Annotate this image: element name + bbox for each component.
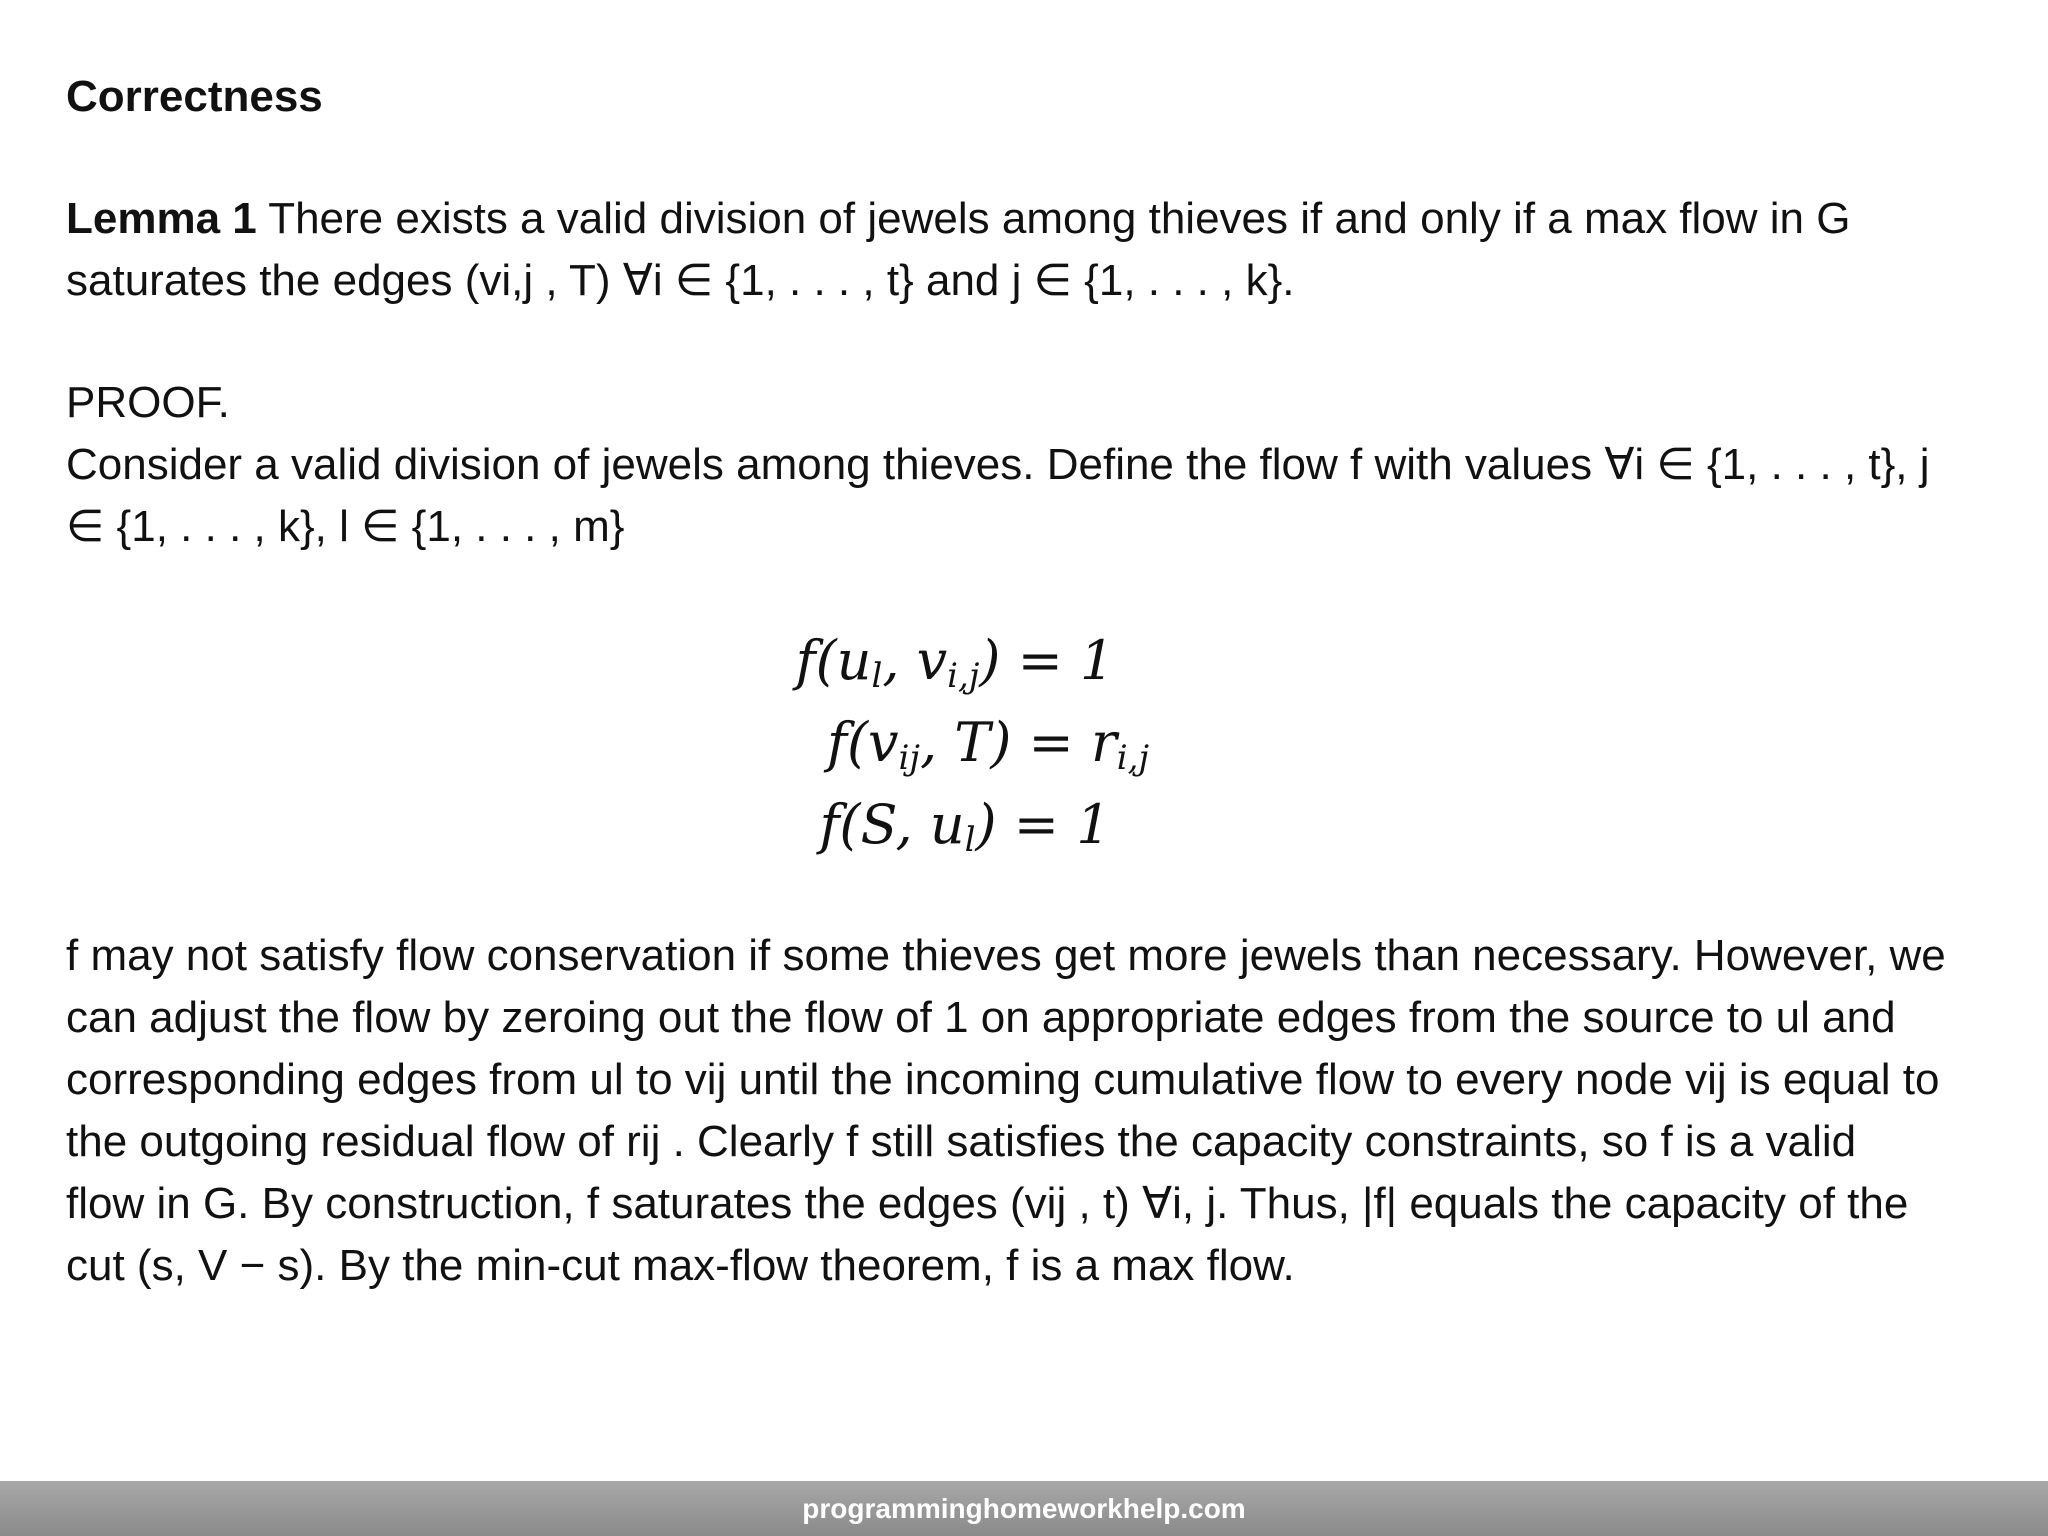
proof-label: PROOF. xyxy=(66,378,230,427)
lemma-label: Lemma 1 xyxy=(66,194,257,243)
equation-subscript: l xyxy=(871,656,883,696)
equation-subscript: i,j xyxy=(947,656,980,696)
equation-part: ) = 1 xyxy=(979,629,1115,692)
equation-subscript: l xyxy=(964,820,976,860)
equation-part: , v xyxy=(882,629,948,692)
footer-bar xyxy=(0,1481,2048,1536)
equation-part: f(u xyxy=(795,629,872,692)
conclusion-paragraph: f may not satisfy flow conservation if some thieves get more jewels than necessary. However, we can adjust the flow by zeroing out the flow of 1 on appropriate edges from the source to ul and corresponding edges from ul to vij until the incoming cumulative flow to every node vij is equal to the outgoing residual flow of rij . Clearly f still satisfies the capacity constraints, so f is a valid flow in G. By construction, f saturates the edges (vij , t) ∀i, j. Thus, |f| equals the capacity of the cut (s, V − s). By the min-cut max-flow theorem, f is a max flow. xyxy=(66,931,1946,1290)
equation-subscript: ij xyxy=(898,738,920,778)
equation-part: f(S, u xyxy=(819,793,965,856)
lemma-text: There exists a valid division of jewels among thieves if and only if a max flow in G saturates the edges (vi,j , T) ∀i ∈ {1, . . . , t} and j ∈ {1, . . . , k}. xyxy=(66,194,1851,305)
lemma-paragraph xyxy=(66,188,1946,312)
equation-part: f(v xyxy=(826,711,899,774)
proof-intro: Consider a valid division of jewels among thieves. Define the flow f with values ∀i ∈ {1, . . . , t}, j ∈ {1, . . . , k}, l ∈ {1, . . . , m} xyxy=(66,440,1930,551)
equation-part: ) = 1 xyxy=(975,793,1111,856)
equation-source-node xyxy=(750,784,1180,866)
footer-site: programminghomeworkhelp.com xyxy=(802,1493,1246,1524)
flow-equations xyxy=(760,620,1180,866)
equation-part: , T) = r xyxy=(919,711,1117,774)
slide-title: Correctness xyxy=(66,72,323,121)
equation-sink-edge xyxy=(796,702,1180,784)
equation-subscript: i,j xyxy=(1116,738,1150,778)
equation-source-edge xyxy=(730,620,1180,702)
